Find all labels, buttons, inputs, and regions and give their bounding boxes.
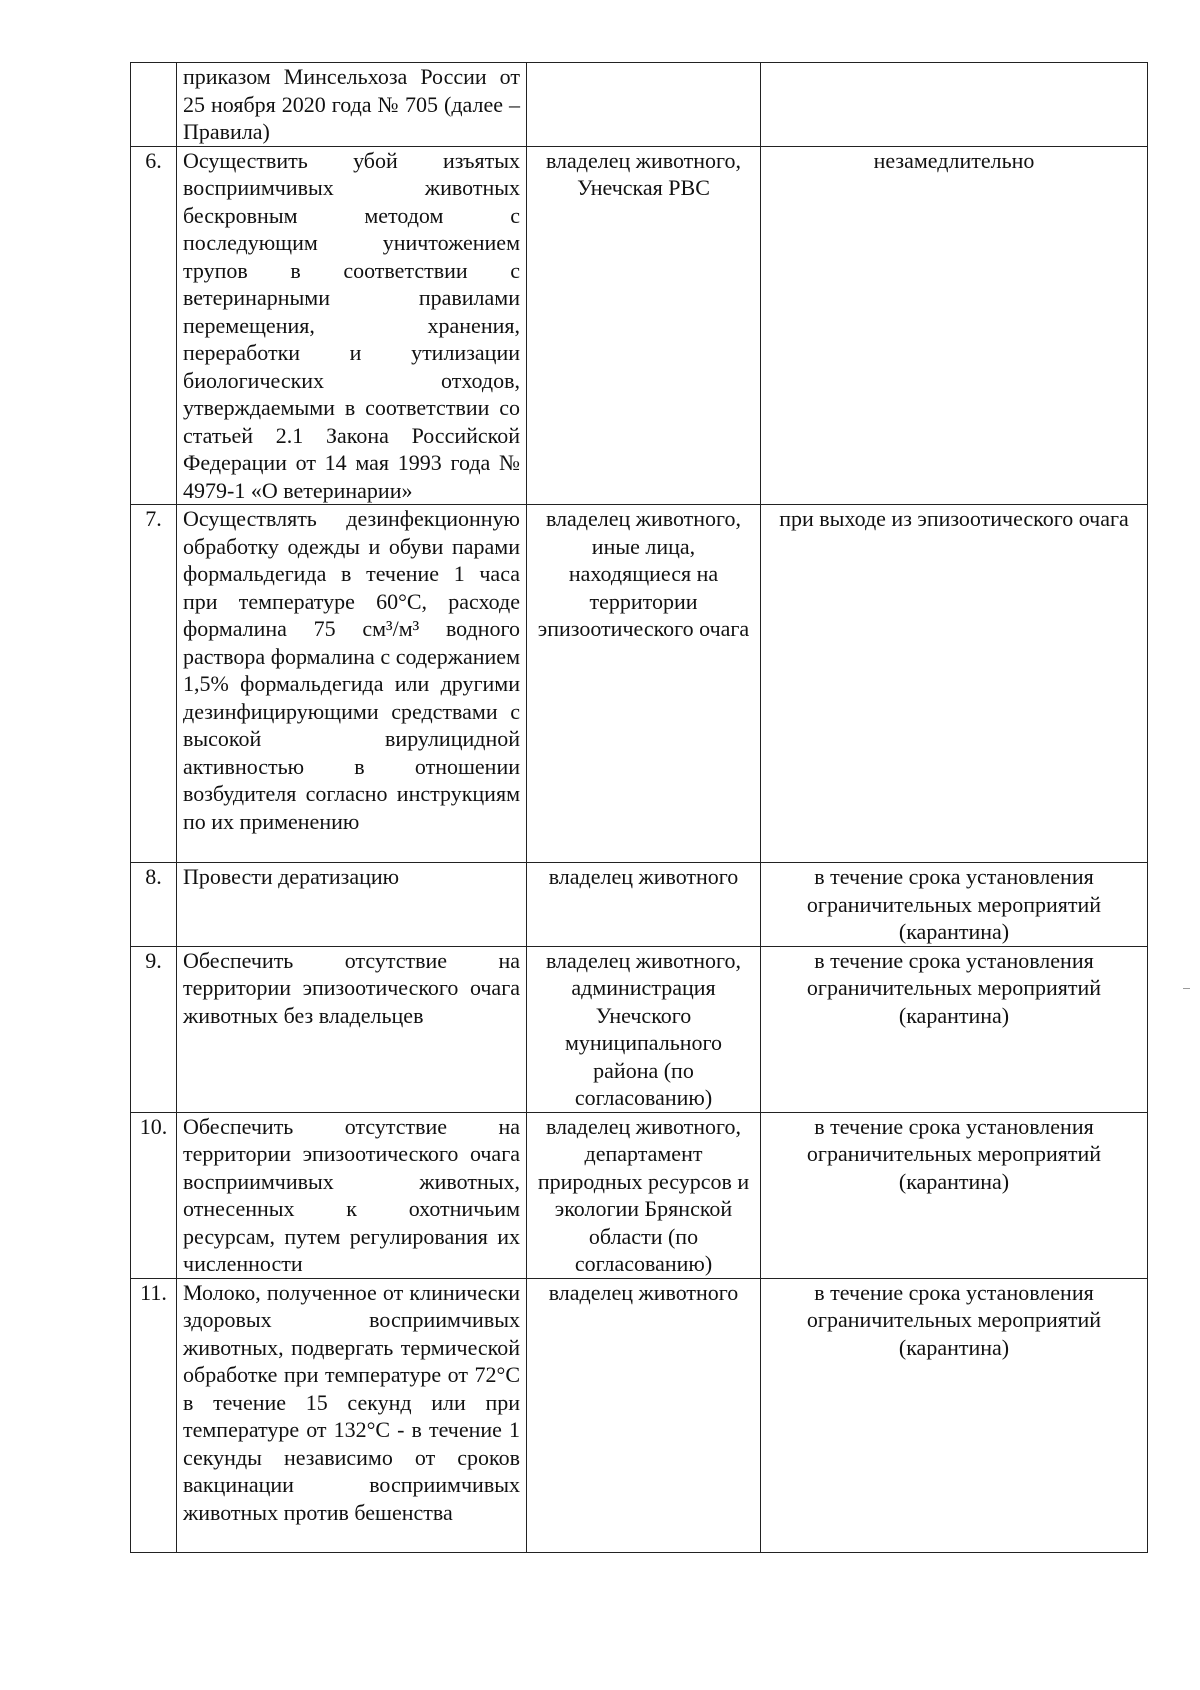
scan-artifact xyxy=(1183,988,1190,989)
row-action: Осуществлять дезинфекционную обработку одежды и обуви парами формальдегида в течение 1 часа при температуре 60°С, расходе формалина 75 см³/м³ водного раствора формалина с содержанием 1,5% формальдегида или другими дезинфицирующими средствами с высокой вирулицидной активностью в отношении возбудителя согласно инструкциям по их применению xyxy=(177,505,527,863)
row-action: Обеспечить отсутствие на территории эпизоотического очага восприимчивых животных, отнесенных к охотничьим ресурсам, путем регулирования их численности xyxy=(177,1112,527,1278)
row-deadline xyxy=(761,63,1148,147)
row-number: 10. xyxy=(131,1112,177,1278)
table-row xyxy=(131,146,1148,505)
row-action: Провести дератизацию xyxy=(177,863,527,947)
row-action: приказом Минсельхоза России от 25 ноября 2020 года № 705 (далее – Правила) xyxy=(177,63,527,147)
row-deadline: в течение срока установления ограничительных мероприятий (карантина) xyxy=(761,946,1148,1112)
row-deadline: при выходе из эпизоотического очага xyxy=(761,505,1148,863)
table-row xyxy=(131,505,1148,863)
row-deadline: незамедлительно xyxy=(761,146,1148,505)
row-number xyxy=(131,63,177,147)
measures-table xyxy=(130,62,1148,1553)
row-responsible xyxy=(527,63,761,147)
table-row xyxy=(131,863,1148,947)
row-deadline: в течение срока установления ограничительных мероприятий (карантина) xyxy=(761,1278,1148,1552)
table-row xyxy=(131,1112,1148,1278)
table-row xyxy=(131,63,1148,147)
row-action: Обеспечить отсутствие на территории эпизоотического очага животных без владельцев xyxy=(177,946,527,1112)
row-responsible: владелец животного, иные лица, находящиеся на территории эпизоотического очага xyxy=(527,505,761,863)
row-number: 9. xyxy=(131,946,177,1112)
row-number: 7. xyxy=(131,505,177,863)
row-deadline: в течение срока установления ограничительных мероприятий (карантина) xyxy=(761,1112,1148,1278)
table-row xyxy=(131,946,1148,1112)
row-responsible: владелец животного xyxy=(527,1278,761,1552)
row-responsible: владелец животного, Унечская РВС xyxy=(527,146,761,505)
table-row xyxy=(131,1278,1148,1552)
row-number: 6. xyxy=(131,146,177,505)
row-deadline: в течение срока установления ограничительных мероприятий (карантина) xyxy=(761,863,1148,947)
row-number: 8. xyxy=(131,863,177,947)
row-action: Осуществить убой изъятых восприимчивых животных бескровным методом с последующим уничтожением трупов в соответствии с ветеринарными правилами перемещения, хранения, переработки и утилизации биологических отходов, утверждаемыми в соответствии со статьей 2.1 Закона Российской Федерации от 14 мая 1993 года № 4979-1 «О ветеринарии» xyxy=(177,146,527,505)
row-responsible: владелец животного xyxy=(527,863,761,947)
row-responsible: владелец животного, администрация Унечского муниципального района (по согласованию) xyxy=(527,946,761,1112)
row-number: 11. xyxy=(131,1278,177,1552)
row-action: Молоко, полученное от клинически здоровых восприимчивых животных, подвергать термической обработке при температуре от 72°С в течение 15 секунд или при температуре от 132°С - в течение 1 секунды независимо от сроков вакцинации восприимчивых животных против бешенства xyxy=(177,1278,527,1552)
row-responsible: владелец животного, департамент природных ресурсов и экологии Брянской области (по согласованию) xyxy=(527,1112,761,1278)
